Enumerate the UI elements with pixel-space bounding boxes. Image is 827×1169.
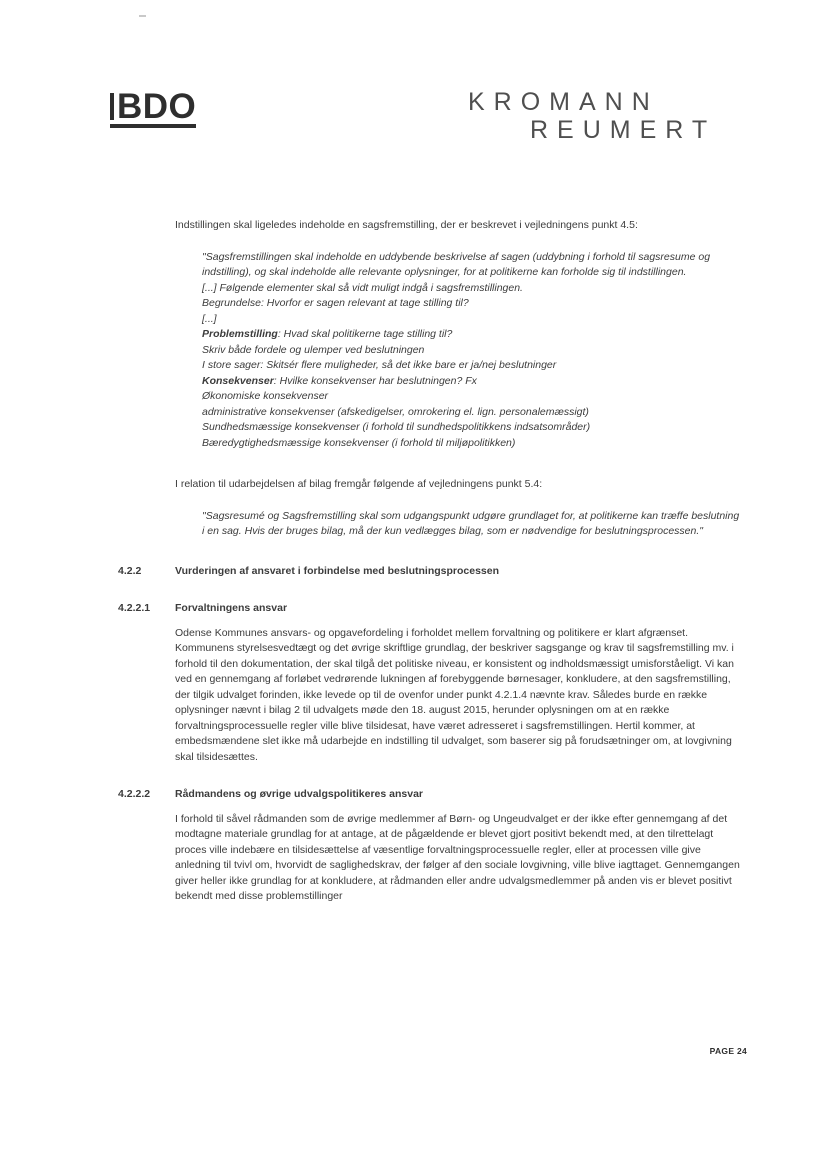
section-number: 4.2.2.2 bbox=[118, 788, 151, 800]
quote-line: Konsekvenser: Hvilke konsekvenser har beslutningen? Fx bbox=[202, 374, 477, 387]
section-4-2-2-2 bbox=[118, 787, 747, 905]
section-heading bbox=[118, 787, 747, 803]
guideline-quote-2 bbox=[202, 509, 742, 540]
kromann-logo-line1: KROMANN bbox=[468, 88, 659, 116]
quote-line: administrative konsekvenser (afskedigelser, omrokering el. lign. personalemæssigt) bbox=[202, 405, 589, 418]
quote-line: I store sager: Skitsér flere muligheder, så det ikke bare er ja/nej beslutninger bbox=[202, 359, 557, 371]
page-number: PAGE 24 bbox=[709, 1046, 747, 1056]
quote-line: [...] Følgende elementer skal så vidt muligt indgå i sagsfremstillingen. bbox=[202, 281, 523, 294]
guideline-quote-1 bbox=[202, 250, 742, 452]
section-number: 4.2.2.1 bbox=[118, 602, 151, 614]
quote-line: "Sagsresumé og Sagsfremstilling skal som udgangspunkt udgøre grundlaget for, at politikerne kan træffe beslutning i en sag. Hvis der bruges bilag, må der kun vedlægges bilag, som er nødvendige for beslutningsprocessen." bbox=[202, 509, 740, 537]
section-title: Vurderingen af ansvaret i forbindelse med beslutningsprocessen bbox=[175, 564, 500, 577]
intro-paragraph-1: Indstillingen skal ligeledes indeholde en sagsfremstilling, der er beskrevet i vejledningens punkt 4.5: bbox=[175, 219, 638, 231]
bdo-logo-text: BDO bbox=[117, 87, 197, 126]
quote-line: Bæredygtighedsmæssige konsekvenser (i forhold til miljøpolitikken) bbox=[202, 436, 516, 449]
section-4-2-2 bbox=[118, 564, 747, 580]
bdo-logo-bar bbox=[110, 93, 114, 120]
section-body: Odense Kommunes ansvars- og opgavefordeling i forholdet mellem forvaltning og politikere er klart afgrænset. Kommunens styrelsesvedtægt og det øvrige skriftlige grundlag, der beskriver sagsgange og krav til sagsfremstilling mv. i forhold til den dokumentation, der skal tilgå det politiske niveau, er konsistent og indholdsmæssigt umisforståeligt. Vi kan ved en gennemgang af forløbet vedrørende lukningen af forebyggende børnesager, konkludere, at den sagsfremstilling, der tilgik udvalget forinden, ikke levede op til de ovenfor under punkt 4.2.1.4 nævnte krav. Således burde en række oplysninger nævnt i bilag 2 til udvalgets møde den 18. august 2015, herunder oplysningen om at en række forvaltningsprocessuelle regler ville blive tilsidesat, have været adresseret i sagsfremstillingen. Hertil kommer, at embedsmændene slet ikke må udarbejde en indstilling til udvalget, som baserer sig på forudsætninger om, at lovgivning skal tilsidesættes. bbox=[175, 626, 734, 763]
quote-line: Problemstilling: Hvad skal politikerne tage stilling til? bbox=[202, 328, 453, 340]
quote-line: Sundhedsmæssige konsekvenser (i forhold til sundhedspolitikkens indsatsområder) bbox=[202, 421, 591, 433]
section-heading bbox=[118, 564, 747, 580]
quote-line: "Sagsfremstillingen skal indeholde en uddybende beskrivelse af sagen (uddybning i forhold til sagsresume og indstilling), og skal indeholde alle relevante oplysninger, for at politikerne kan forholde sig til indstillingen. bbox=[202, 250, 711, 278]
section-heading bbox=[118, 601, 747, 617]
section-number: 4.2.2 bbox=[118, 564, 142, 577]
bdo-logo bbox=[110, 87, 197, 128]
quote-line: Skriv både fordele og ulemper ved beslutningen bbox=[202, 343, 425, 356]
quote-line: Økonomiske konsekvenser bbox=[202, 390, 329, 402]
document-body bbox=[118, 218, 747, 905]
quote-line: Begrundelse: Hvorfor er sagen relevant at tage stilling til? bbox=[202, 297, 469, 309]
quote-line: [...] bbox=[202, 312, 217, 325]
section-4-2-2-1 bbox=[118, 601, 747, 765]
scan-artifact bbox=[139, 15, 146, 17]
section-title: Forvaltningens ansvar bbox=[175, 602, 288, 614]
kromann-reumert-logo bbox=[468, 88, 716, 144]
kromann-logo-line2: REUMERT bbox=[530, 116, 717, 144]
intro-paragraph-2: I relation til udarbejdelsen af bilag fremgår følgende af vejledningens punkt 5.4: bbox=[175, 478, 543, 490]
section-title: Rådmandens og øvrige udvalgspolitikeres ansvar bbox=[175, 788, 423, 800]
section-body: I forhold til såvel rådmanden som de øvrige medlemmer af Børn- og Ungeudvalget er der ikke efter gennemgang af det modtagne materiale grundlag for at antage, at de pågældende er blevet gjort positivt bekendt med, at den tilrettelagt proces ville indebære en tilsidesættelse af væsentlige forvaltningsprocessuelle regler, eller at processen ville give anledning til tvivl om, hvorvidt de saglighedskrav, der følger af den sociale lovgivning, ville blive iagttaget. Gennemgangen giver heller ikke grundlag for at konkludere, at rådmanden eller andre udvalgsmedlemmer på anden vis er blevet positivt bekendt med disse problemstillinger bbox=[175, 812, 740, 902]
